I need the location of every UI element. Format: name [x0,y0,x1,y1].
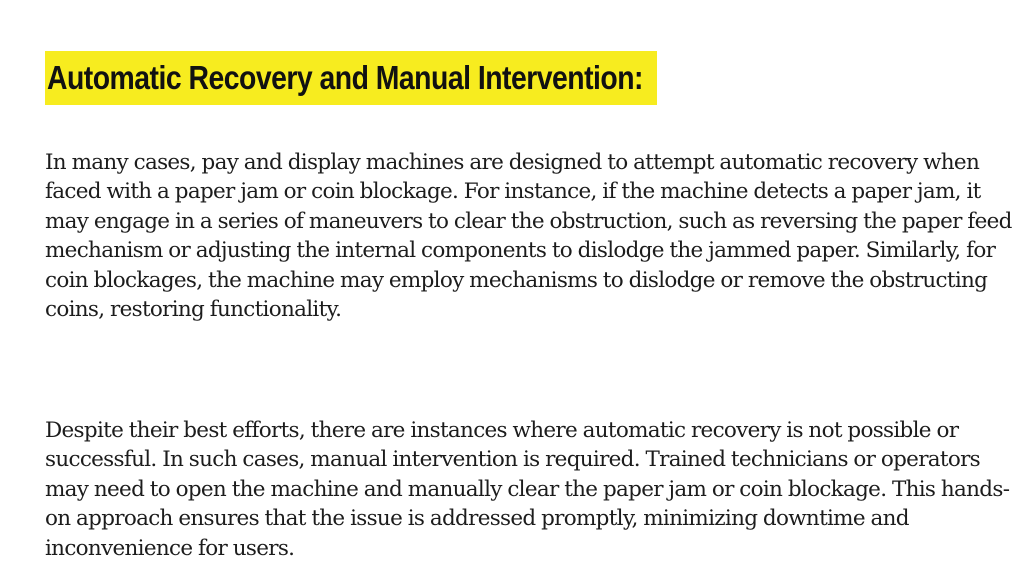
slide-title: Automatic Recovery and Manual Intervention: [47,59,643,96]
body-paragraph-manual-intervention: Despite their best efforts, there are instances where automatic recovery is not possible or successful. In such cases, manual intervention is required. Trained technicians or operators may need to open the machine and manually clear the paper jam or coin blockage. This hands-on approach ensures that the issue is addressed promptly, minimizing downtime and inconvenience for users. [45,418,1010,561]
body-paragraph-automatic-recovery: In many cases, pay and display machines are designed to attempt automatic recovery when faced with a paper jam or coin blockage. For instance, if the machine detects a paper jam, it may engage in a series of maneuvers to clear the obstruction, such as reversing the paper feed mechanism or adjusting the internal components to dislodge the jammed paper. Similarly, for coin blockages, the machine may employ mechanisms to dislodge or remove the obstructing coins, restoring functionality. [45,150,1012,323]
title-highlight [45,51,657,105]
